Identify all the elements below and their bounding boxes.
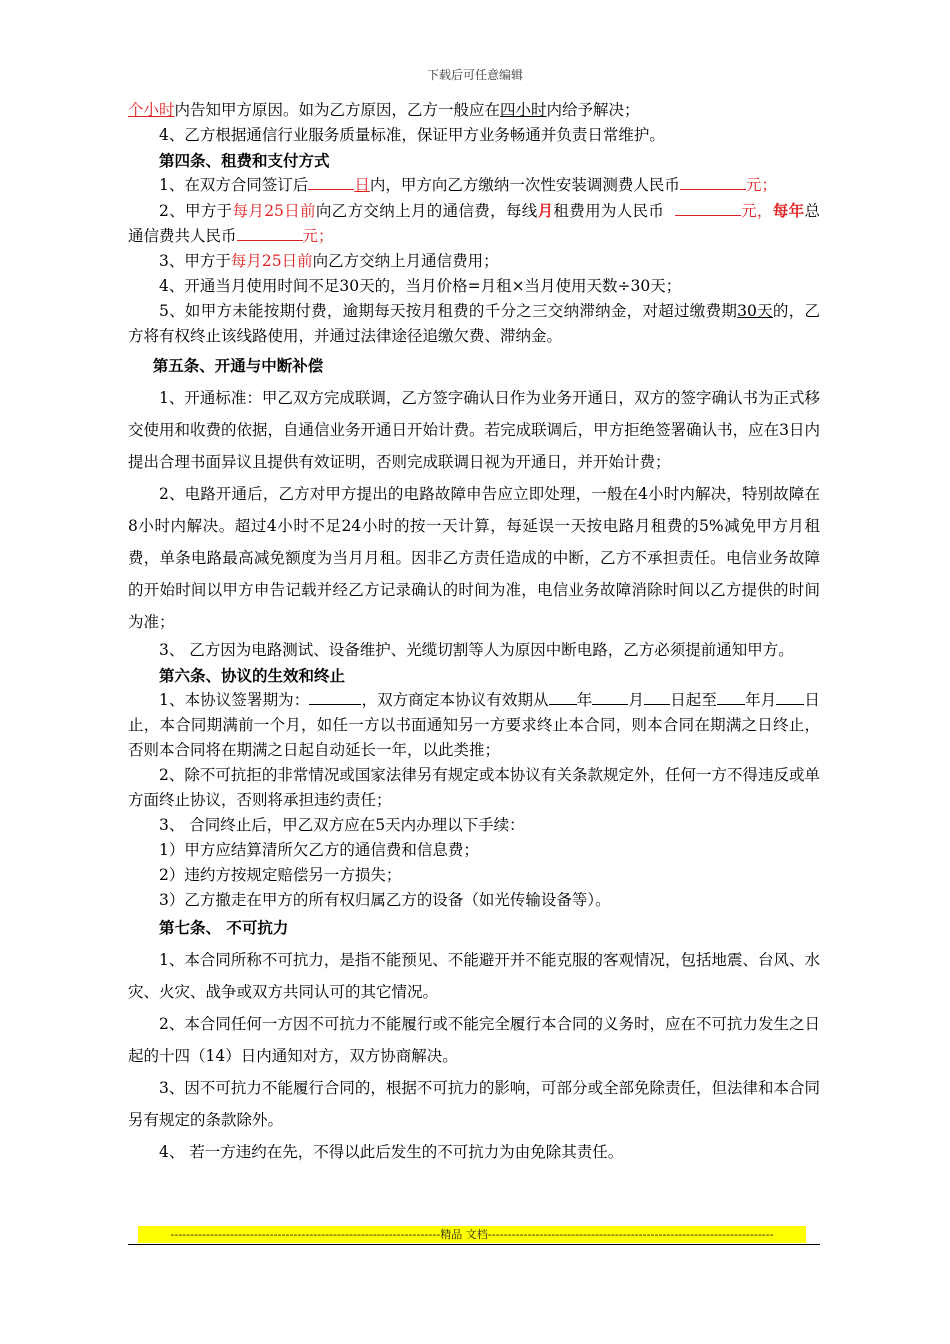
clause-6-3-item-1: 1）甲方应结算清所欠乙方的通信费和信息费；: [159, 841, 479, 859]
clause-7-2: 2、本合同任何一方因不可抗力不能履行或不能完全履行本合同的义务时，应在不可抗力发生之日起的十四（14）日内通知对方，双方协商解决。: [128, 1015, 820, 1065]
document-body: [128, 98, 820, 1168]
blank-start-year: [549, 688, 577, 705]
footer-divider: [128, 1244, 820, 1245]
blank-sign-period: [309, 688, 361, 705]
paragraph-maintenance: 4、乙方根据通信行业服务质量标准，保证甲方业务畅通并负责日常维护。: [159, 126, 665, 144]
red-date-text: 每月25日前: [232, 202, 316, 220]
clause-4-5: 5、如甲方未能按期付费，逾期每天按月租费的千分之三交纳滞纳金，对超过缴费期30天的，乙方将有权终止该线路使用，并通过法律途径追缴欠费、滞纳金。: [128, 302, 820, 345]
section-heading-7: 第七条、 不可抗力: [159, 918, 289, 937]
clause-6-2: 2、除不可抗拒的非常情况或国家法律另有规定或本协议有关条款规定外，任何一方不得违反或单方面终止协议，否则将承担违约责任；: [128, 766, 820, 809]
paragraph-continuation: 个小时内告知甲方原因。如为乙方原因，乙方一般应在四小时内给予解决；: [128, 101, 640, 119]
blank-start-month: [592, 688, 628, 705]
blank-end-year: [717, 688, 745, 705]
clause-4-2: 2、甲方于每月25日前向乙方交纳上月的通信费，每线月租费用为人民币 元，每年总通信费共人民币 元；: [128, 201, 820, 245]
section-heading-6: 第六条、协议的生效和终止: [159, 666, 346, 685]
clause-6-3-item-2: 2）违约方按规定赔偿另一方损失；: [159, 866, 402, 884]
clause-4-3: 3、甲方于每月25日前向乙方交纳上月通信费用；: [159, 252, 499, 270]
section-heading-4: 第四条、租费和支付方式: [159, 151, 330, 170]
clause-4-4: 4、开通当月使用时间不足30天的，当月价格=月租×当月使用天数÷30天；: [159, 277, 682, 295]
blank-install-fee: [680, 173, 746, 190]
blank-annual-fee: [237, 224, 303, 241]
page-header: 下载后可任意编辑: [426, 68, 523, 82]
blank-days: [308, 173, 354, 190]
red-hours-text: 个小时: [128, 101, 175, 119]
clause-5-1: 1、开通标准：甲乙双方完成联调，乙方签字确认日作为业务开通日，双方的签字确认书为正式移交使用和收费的依据，自通信业务开通日开始计费。若完成联调后，甲方拒绝签署确认书，应在3日内提出合理书面异议且提供有效证明，否则完成联调日视为开通日，并开始计费；: [128, 389, 820, 471]
clause-6-3-item-3: 3）乙方撤走在甲方的所有权归属乙方的设备（如光传输设备等）。: [159, 891, 611, 909]
clause-6-1: 1、本协议签署期为： ，双方商定本协议有效期从 年 月 日起至 年月 日止，本合同期满前一个月，如任一方以书面通知另一方要求终止本合同，则本合同在期满之日终止，否则本合同将在期满之日起自动延长一年，以此类推；: [128, 688, 820, 763]
section-heading-5: 第五条、开通与中断补偿: [152, 356, 324, 375]
underlined-four-hours: 四小时: [500, 101, 547, 119]
blank-end-day: [776, 688, 804, 705]
clause-6-3: 3、 合同终止后，甲乙双方应在5天内办理以下手续：: [159, 816, 525, 834]
blank-monthly-rent: [675, 199, 741, 216]
clause-7-1: 1、本合同所称不可抗力，是指不能预见、不能避开并不能克服的客观情况，包括地震、台风、水灾、火灾、战争或双方共同认可的其它情况。: [128, 951, 820, 1001]
clause-5-2: 2、电路开通后，乙方对甲方提出的电路故障申告应立即处理，一般在4小时内解决，特别故障在8小时内解决。超过4小时不足24小时的按一天计算，每延误一天按电路月租费的5%减免甲方月租费，单条电路最高减免额度为当月月租。因非乙方责任造成的中断，乙方不承担责任。电信业务故障的开始时间以甲方申告记载并经乙方记录确认的时间为准，电信业务故障消除时间以乙方提供的时间为准；: [128, 485, 820, 631]
blank-start-day: [644, 688, 670, 705]
clause-7-3: 3、因不可抗力不能履行合同的，根据不可抗力的影响，可部分或全部免除责任，但法律和本合同另有规定的条款除外。: [128, 1079, 820, 1129]
clause-4-1: 1、在双方合同签订后 日内，甲方向乙方缴纳一次性安装调测费人民币 元；: [128, 173, 820, 198]
clause-7-4: 4、 若一方违约在先，不得以此后发生的不可抗力为由免除其责任。: [159, 1143, 624, 1161]
footer-banner: --------------------------------------------------------------------精品 文档------------------------------------------------------------------------: [138, 1226, 806, 1243]
clause-5-3: 3、 乙方因为电路测试、设备维护、光缆切割等人为原因中断电路，乙方必须提前通知甲方。: [159, 641, 794, 659]
